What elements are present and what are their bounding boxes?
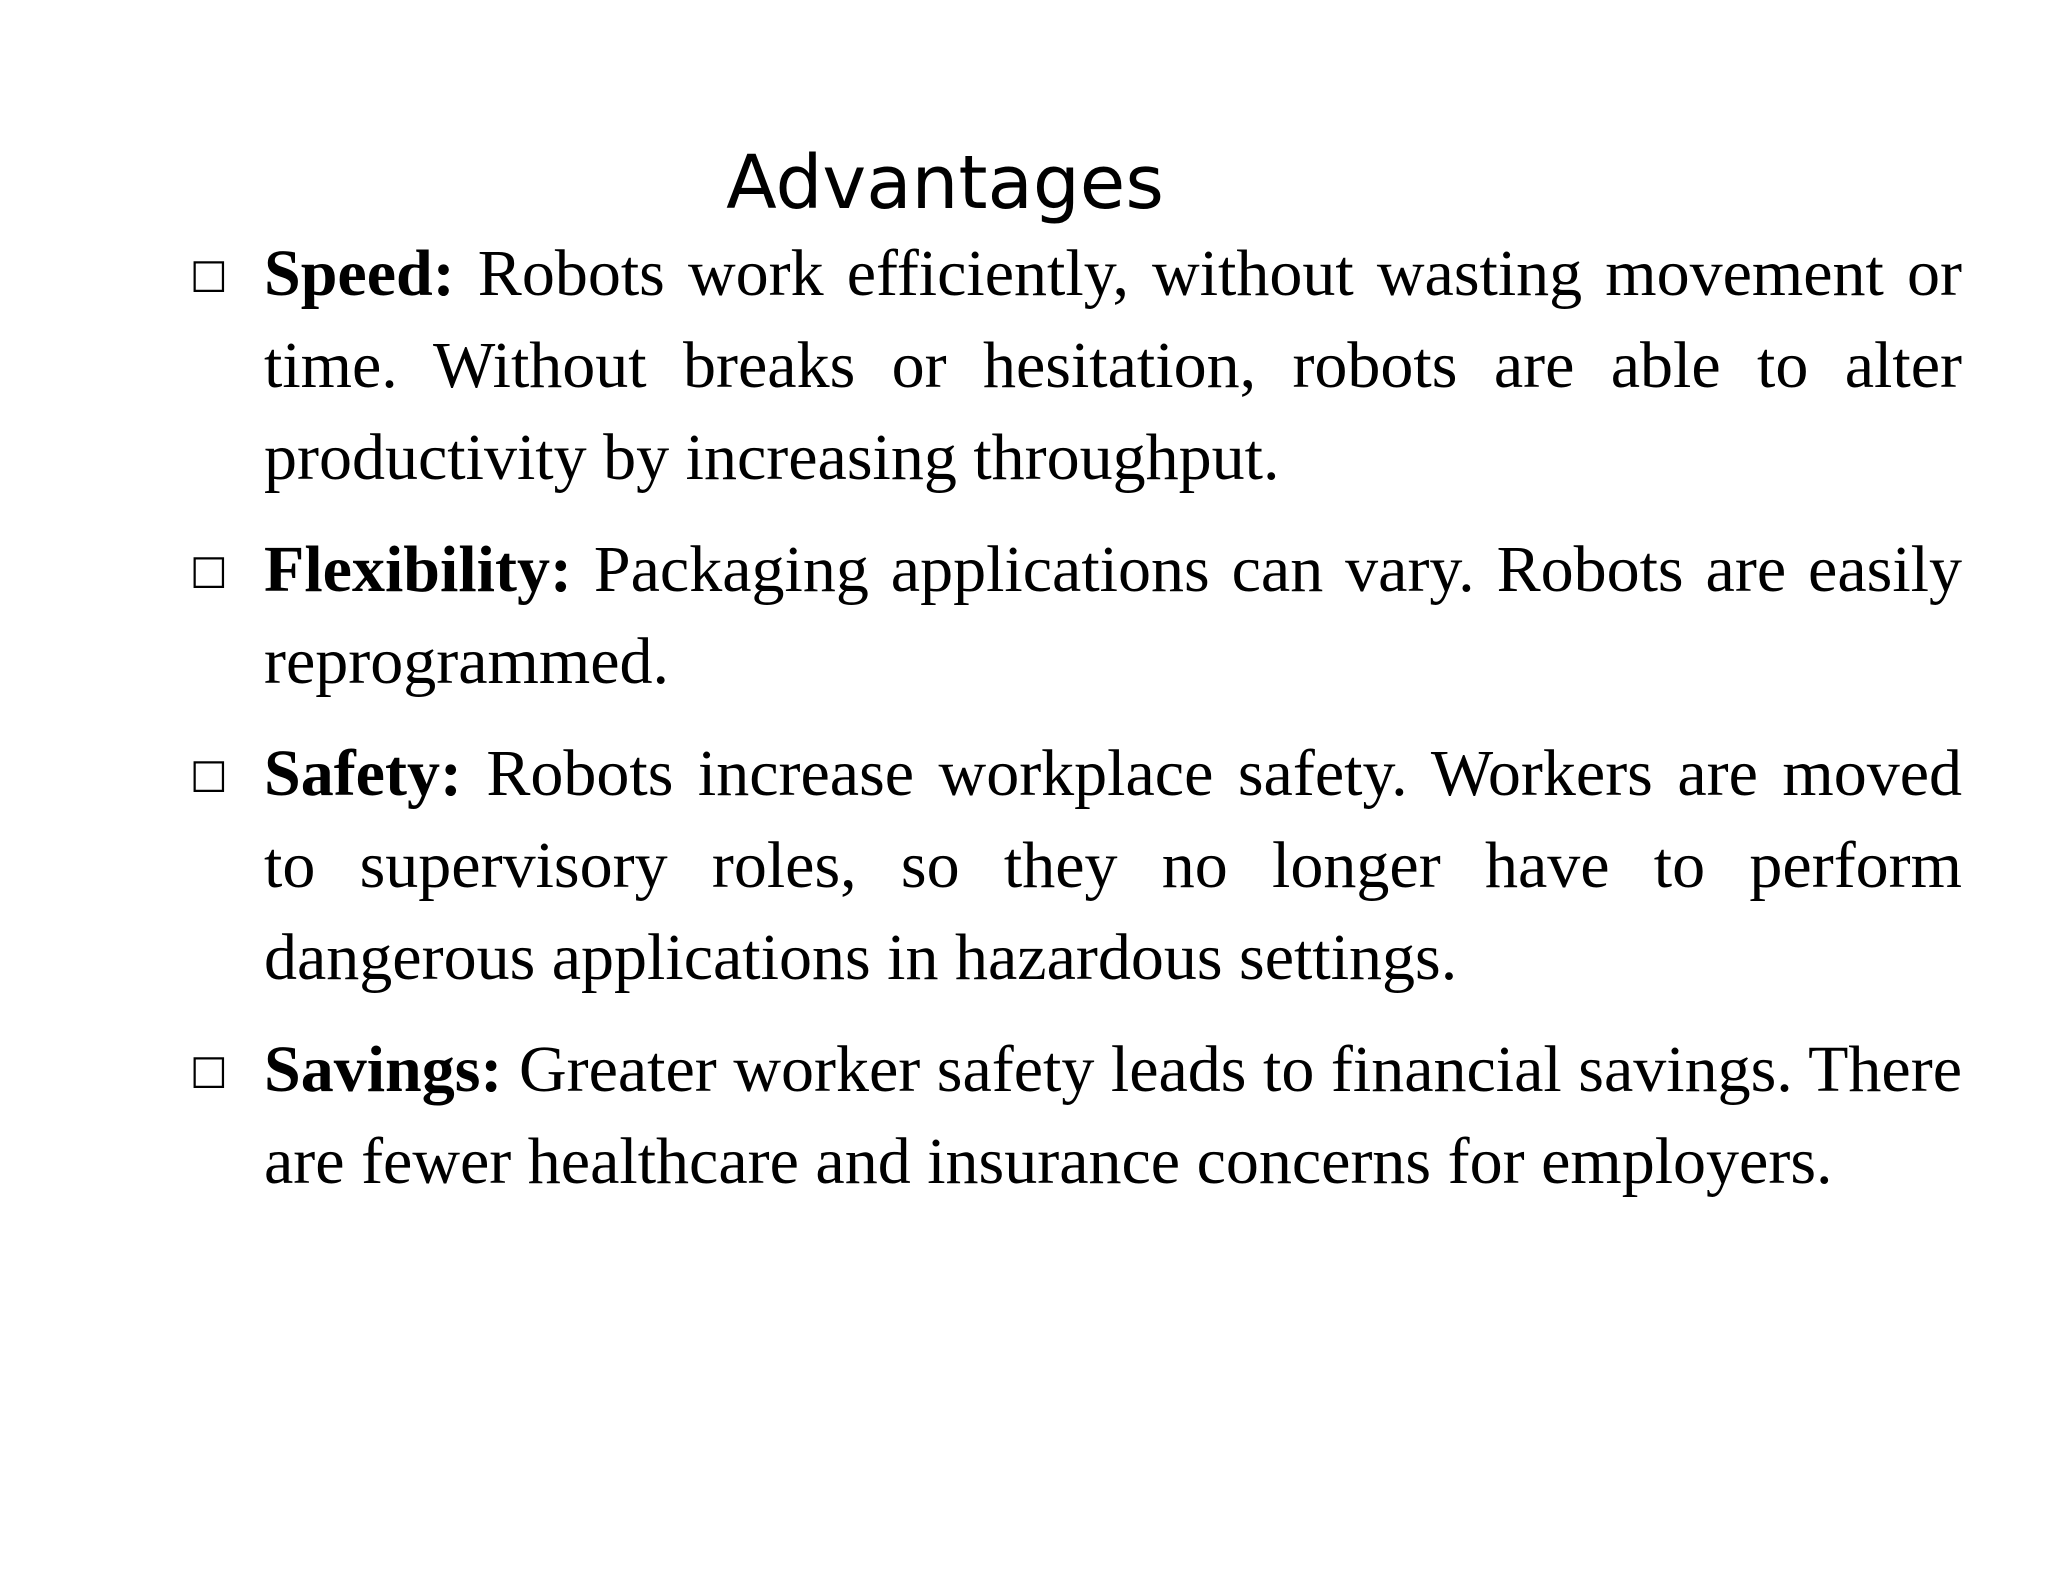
hollow-square-bullet-icon: □: [190, 251, 228, 297]
slide-title: Advantages: [726, 140, 1164, 226]
advantage-description: Robots work efficiently, without wasting movement or time. Without breaks or hesitation, robots are able to alter productivity by increasing throughput.: [264, 237, 1962, 494]
advantages-list: [190, 228, 1962, 1228]
hollow-square-bullet-icon: □: [190, 1047, 228, 1093]
advantage-term: Speed:: [264, 237, 455, 310]
advantage-description: Packaging applications can vary. Robots are easily reprogrammed.: [264, 533, 1962, 698]
advantage-item-flexibility: [190, 524, 1962, 708]
hollow-square-bullet-icon: □: [190, 751, 228, 797]
advantage-description: Robots increase workplace safety. Workers are moved to supervisory roles, so they no longer have to perform dangerous applications in hazardous settings.: [264, 737, 1962, 994]
advantage-item-safety: [190, 728, 1962, 1004]
advantage-item-savings: [190, 1024, 1962, 1208]
hollow-square-bullet-icon: □: [190, 547, 228, 593]
advantage-description: Greater worker safety leads to financial savings. There are fewer healthcare and insurance concerns for employers.: [264, 1033, 1962, 1198]
advantage-item-speed: [190, 228, 1962, 504]
advantage-term: Flexibility:: [264, 533, 572, 606]
advantage-term: Safety:: [264, 737, 462, 810]
advantage-term: Savings:: [264, 1033, 503, 1106]
